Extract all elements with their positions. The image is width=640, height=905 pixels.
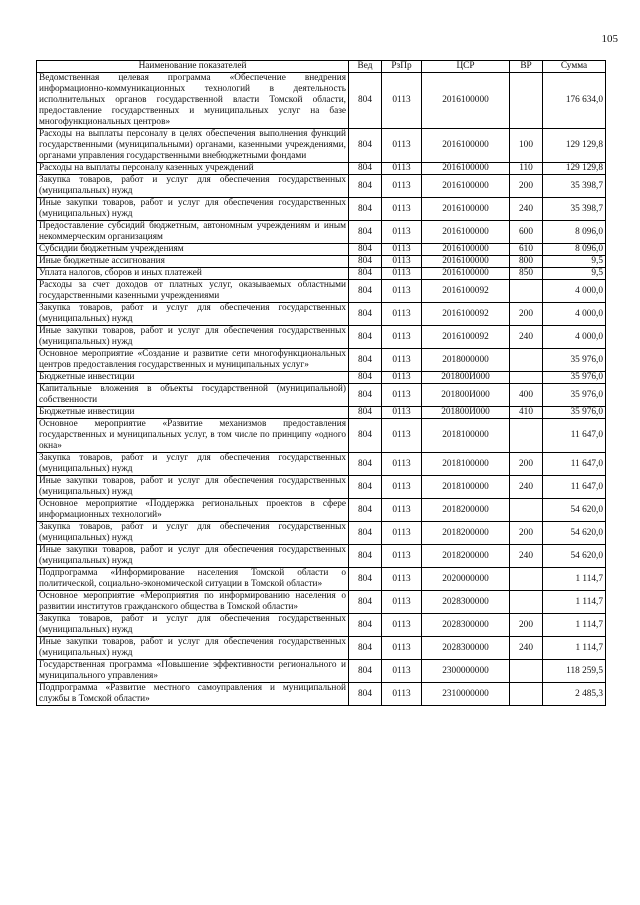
row-name: Расходы на выплаты персоналу казенных учреждений: [37, 163, 349, 175]
row-rzpr: 0113: [382, 73, 422, 129]
row-ved: 804: [349, 372, 382, 384]
row-sum: 54 620,0: [543, 499, 606, 522]
row-vr: [510, 372, 543, 384]
row-rzpr: 0113: [382, 476, 422, 499]
table-row: [37, 637, 606, 660]
table-row: [37, 303, 606, 326]
header-csr: ЦСР: [422, 61, 510, 73]
row-ved: 804: [349, 163, 382, 175]
row-ved: 804: [349, 175, 382, 198]
row-vr: 240: [510, 326, 543, 349]
row-vr: 100: [510, 129, 543, 163]
row-rzpr: 0113: [382, 614, 422, 637]
row-csr: 2020000000: [422, 568, 510, 591]
row-name: Субсидии бюджетным учреждениям: [37, 244, 349, 256]
header-name: Наименование показателей: [37, 61, 349, 73]
row-ved: 804: [349, 614, 382, 637]
row-vr: 110: [510, 163, 543, 175]
row-vr: 200: [510, 522, 543, 545]
row-vr: [510, 683, 543, 706]
row-rzpr: 0113: [382, 522, 422, 545]
row-rzpr: 0113: [382, 326, 422, 349]
row-vr: 850: [510, 268, 543, 280]
row-name: Капитальные вложения в объекты государственной (муниципальной) собственности: [37, 384, 349, 407]
table-row: [37, 163, 606, 175]
row-ved: 804: [349, 660, 382, 683]
row-rzpr: 0113: [382, 384, 422, 407]
row-ved: 804: [349, 407, 382, 419]
row-ved: 804: [349, 256, 382, 268]
row-rzpr: 0113: [382, 129, 422, 163]
row-name: Основное мероприятие «Поддержка региональных проектов в сфере информационных технологий»: [37, 499, 349, 522]
row-rzpr: 0113: [382, 637, 422, 660]
row-sum: 118 259,5: [543, 660, 606, 683]
row-rzpr: 0113: [382, 419, 422, 453]
row-sum: 9,5: [543, 256, 606, 268]
row-ved: 804: [349, 591, 382, 614]
row-csr: 201800И000: [422, 407, 510, 419]
row-ved: 804: [349, 221, 382, 244]
table-row: [37, 73, 606, 129]
row-csr: 2018200000: [422, 499, 510, 522]
row-name: Подпрограмма «Информирование населения Томской области о политической, социально-экономической ситуации в Томской области»: [37, 568, 349, 591]
row-name: Иные закупки товаров, работ и услуг для обеспечения государственных (муниципальных) нужд: [37, 545, 349, 568]
row-name: Уплата налогов, сборов и иных платежей: [37, 268, 349, 280]
row-sum: 35 976,0: [543, 372, 606, 384]
row-name: Ведомственная целевая программа «Обеспечение внедрения информационно-коммуникационных технологий в деятельность исполнительных органов государственной власти Томской области, предоставление государственных и муниципальных услуг на базе многофункциональных центров»: [37, 73, 349, 129]
row-ved: 804: [349, 244, 382, 256]
row-rzpr: 0113: [382, 349, 422, 372]
table-row: [37, 268, 606, 280]
row-vr: 600: [510, 221, 543, 244]
row-name: Расходы на выплаты персоналу в целях обеспечения выполнения функций государственными (муниципальными) органами, казенными учреждениями, органами управления государственными внебюджетными фондами: [37, 129, 349, 163]
row-sum: 129 129,8: [543, 163, 606, 175]
table-row: [37, 545, 606, 568]
row-ved: 804: [349, 568, 382, 591]
table-row: [37, 244, 606, 256]
row-name: Иные закупки товаров, работ и услуг для обеспечения государственных (муниципальных) нужд: [37, 198, 349, 221]
row-vr: [510, 280, 543, 303]
row-vr: 400: [510, 384, 543, 407]
row-vr: 200: [510, 175, 543, 198]
row-vr: [510, 660, 543, 683]
budget-table: [36, 60, 606, 706]
row-rzpr: 0113: [382, 660, 422, 683]
row-rzpr: 0113: [382, 175, 422, 198]
page-number: 105: [601, 33, 618, 45]
row-rzpr: 0113: [382, 163, 422, 175]
row-ved: 804: [349, 476, 382, 499]
table-row: [37, 349, 606, 372]
table-row: [37, 256, 606, 268]
row-csr: 2018100000: [422, 453, 510, 476]
row-ved: 804: [349, 268, 382, 280]
row-sum: 35 976,0: [543, 384, 606, 407]
row-sum: 1 114,7: [543, 637, 606, 660]
table-row: [37, 683, 606, 706]
row-csr: 2016100092: [422, 326, 510, 349]
row-csr: 2016100000: [422, 175, 510, 198]
row-csr: 2016100000: [422, 73, 510, 129]
row-name: Подпрограмма «Развитие местного самоуправления и муниципальной службы в Томской области»: [37, 683, 349, 706]
row-name: Закупка товаров, работ и услуг для обеспечения государственных (муниципальных) нужд: [37, 175, 349, 198]
row-ved: 804: [349, 349, 382, 372]
row-sum: 129 129,8: [543, 129, 606, 163]
header-sum: Сумма: [543, 61, 606, 73]
row-sum: 176 634,0: [543, 73, 606, 129]
header-vr: ВР: [510, 61, 543, 73]
row-name: Закупка товаров, работ и услуг для обеспечения государственных (муниципальных) нужд: [37, 453, 349, 476]
row-vr: 240: [510, 545, 543, 568]
row-name: Закупка товаров, работ и услуг для обеспечения государственных (муниципальных) нужд: [37, 303, 349, 326]
row-sum: 11 647,0: [543, 453, 606, 476]
table-row: [37, 175, 606, 198]
row-vr: 240: [510, 476, 543, 499]
row-name: Расходы за счет доходов от платных услуг, оказываемых областными государственными казенными учреждениями: [37, 280, 349, 303]
row-csr: 2016100092: [422, 303, 510, 326]
table-header-row: [37, 61, 606, 73]
row-sum: 35 976,0: [543, 349, 606, 372]
row-name: Бюджетные инвестиции: [37, 372, 349, 384]
table-row: [37, 568, 606, 591]
row-vr: [510, 349, 543, 372]
row-rzpr: 0113: [382, 407, 422, 419]
row-vr: [510, 568, 543, 591]
row-name: Основное мероприятие «Развитие механизмов предоставления государственных и муниципальных услуг, в том числе по принципу «одного окна»: [37, 419, 349, 453]
row-csr: 201800И000: [422, 372, 510, 384]
row-sum: 35 398,7: [543, 198, 606, 221]
row-ved: 804: [349, 280, 382, 303]
table-row: [37, 522, 606, 545]
table-row: [37, 326, 606, 349]
row-sum: 2 485,3: [543, 683, 606, 706]
row-csr: 2016100000: [422, 244, 510, 256]
row-ved: 804: [349, 73, 382, 129]
row-csr: 2028300000: [422, 637, 510, 660]
row-sum: 1 114,7: [543, 568, 606, 591]
row-name: Иные закупки товаров, работ и услуг для обеспечения государственных (муниципальных) нужд: [37, 326, 349, 349]
row-ved: 804: [349, 129, 382, 163]
row-csr: 2016100092: [422, 280, 510, 303]
row-rzpr: 0113: [382, 268, 422, 280]
row-name: Иные бюджетные ассигнования: [37, 256, 349, 268]
table-row: [37, 384, 606, 407]
row-vr: 410: [510, 407, 543, 419]
table-body: [37, 73, 606, 706]
table-row: [37, 280, 606, 303]
row-ved: 804: [349, 637, 382, 660]
row-ved: 804: [349, 499, 382, 522]
row-vr: 800: [510, 256, 543, 268]
table-row: [37, 221, 606, 244]
row-name: Иные закупки товаров, работ и услуг для обеспечения государственных (муниципальных) нужд: [37, 637, 349, 660]
table-row: [37, 372, 606, 384]
row-rzpr: 0113: [382, 280, 422, 303]
row-name: Предоставление субсидий бюджетным, автономным учреждениям и иным некоммерческим организациям: [37, 221, 349, 244]
row-rzpr: 0113: [382, 244, 422, 256]
table-row: [37, 660, 606, 683]
row-sum: 54 620,0: [543, 545, 606, 568]
row-sum: 4 000,0: [543, 303, 606, 326]
row-csr: 2016100000: [422, 256, 510, 268]
row-rzpr: 0113: [382, 372, 422, 384]
row-ved: 804: [349, 522, 382, 545]
row-vr: [510, 591, 543, 614]
row-rzpr: 0113: [382, 221, 422, 244]
table-row: [37, 419, 606, 453]
row-vr: 610: [510, 244, 543, 256]
row-csr: 2018000000: [422, 349, 510, 372]
row-csr: 201800И000: [422, 384, 510, 407]
table-row: [37, 407, 606, 419]
header-rzpr: РзПр: [382, 61, 422, 73]
row-rzpr: 0113: [382, 453, 422, 476]
row-ved: 804: [349, 384, 382, 407]
row-ved: 804: [349, 198, 382, 221]
row-vr: 200: [510, 453, 543, 476]
row-sum: 35 398,7: [543, 175, 606, 198]
row-sum: 35 976,0: [543, 407, 606, 419]
row-vr: [510, 499, 543, 522]
row-csr: 2018200000: [422, 522, 510, 545]
row-vr: 240: [510, 637, 543, 660]
row-csr: 2016100000: [422, 129, 510, 163]
row-sum: 8 096,0: [543, 221, 606, 244]
row-rzpr: 0113: [382, 499, 422, 522]
row-vr: [510, 419, 543, 453]
row-name: Закупка товаров, работ и услуг для обеспечения государственных (муниципальных) нужд: [37, 614, 349, 637]
row-name: Закупка товаров, работ и услуг для обеспечения государственных (муниципальных) нужд: [37, 522, 349, 545]
row-csr: 2016100000: [422, 163, 510, 175]
table-row: [37, 129, 606, 163]
row-ved: 804: [349, 683, 382, 706]
row-sum: 11 647,0: [543, 476, 606, 499]
table-row: [37, 453, 606, 476]
row-sum: 4 000,0: [543, 280, 606, 303]
row-rzpr: 0113: [382, 545, 422, 568]
row-csr: 2018100000: [422, 476, 510, 499]
row-csr: 2028300000: [422, 614, 510, 637]
row-ved: 804: [349, 453, 382, 476]
row-csr: 2016100000: [422, 268, 510, 280]
row-sum: 1 114,7: [543, 591, 606, 614]
row-vr: [510, 73, 543, 129]
row-rzpr: 0113: [382, 256, 422, 268]
row-vr: 200: [510, 614, 543, 637]
row-csr: 2028300000: [422, 591, 510, 614]
row-sum: 4 000,0: [543, 326, 606, 349]
row-name: Иные закупки товаров, работ и услуг для обеспечения государственных (муниципальных) нужд: [37, 476, 349, 499]
row-csr: 2300000000: [422, 660, 510, 683]
row-ved: 804: [349, 303, 382, 326]
row-rzpr: 0113: [382, 591, 422, 614]
row-rzpr: 0113: [382, 683, 422, 706]
row-csr: 2310000000: [422, 683, 510, 706]
row-name: Государственная программа «Повышение эффективности регионального и муниципального управления»: [37, 660, 349, 683]
row-ved: 804: [349, 326, 382, 349]
row-rzpr: 0113: [382, 568, 422, 591]
row-rzpr: 0113: [382, 303, 422, 326]
row-vr: 240: [510, 198, 543, 221]
table-row: [37, 614, 606, 637]
row-vr: 200: [510, 303, 543, 326]
row-ved: 804: [349, 419, 382, 453]
row-csr: 2018200000: [422, 545, 510, 568]
row-rzpr: 0113: [382, 198, 422, 221]
row-sum: 11 647,0: [543, 419, 606, 453]
row-name: Основное мероприятие «Мероприятия по информированию населения о развитии институтов гражданского общества в Томской области»: [37, 591, 349, 614]
row-sum: 1 114,7: [543, 614, 606, 637]
row-csr: 2018100000: [422, 419, 510, 453]
table-row: [37, 499, 606, 522]
row-sum: 8 096,0: [543, 244, 606, 256]
row-name: Бюджетные инвестиции: [37, 407, 349, 419]
row-csr: 2016100000: [422, 198, 510, 221]
row-name: Основное мероприятие «Создание и развитие сети многофункциональных центров предоставления государственных и муниципальных услуг»: [37, 349, 349, 372]
table-row: [37, 591, 606, 614]
table-row: [37, 198, 606, 221]
row-sum: 9,5: [543, 268, 606, 280]
table-row: [37, 476, 606, 499]
header-ved: Вед: [349, 61, 382, 73]
row-sum: 54 620,0: [543, 522, 606, 545]
row-csr: 2016100000: [422, 221, 510, 244]
row-ved: 804: [349, 545, 382, 568]
